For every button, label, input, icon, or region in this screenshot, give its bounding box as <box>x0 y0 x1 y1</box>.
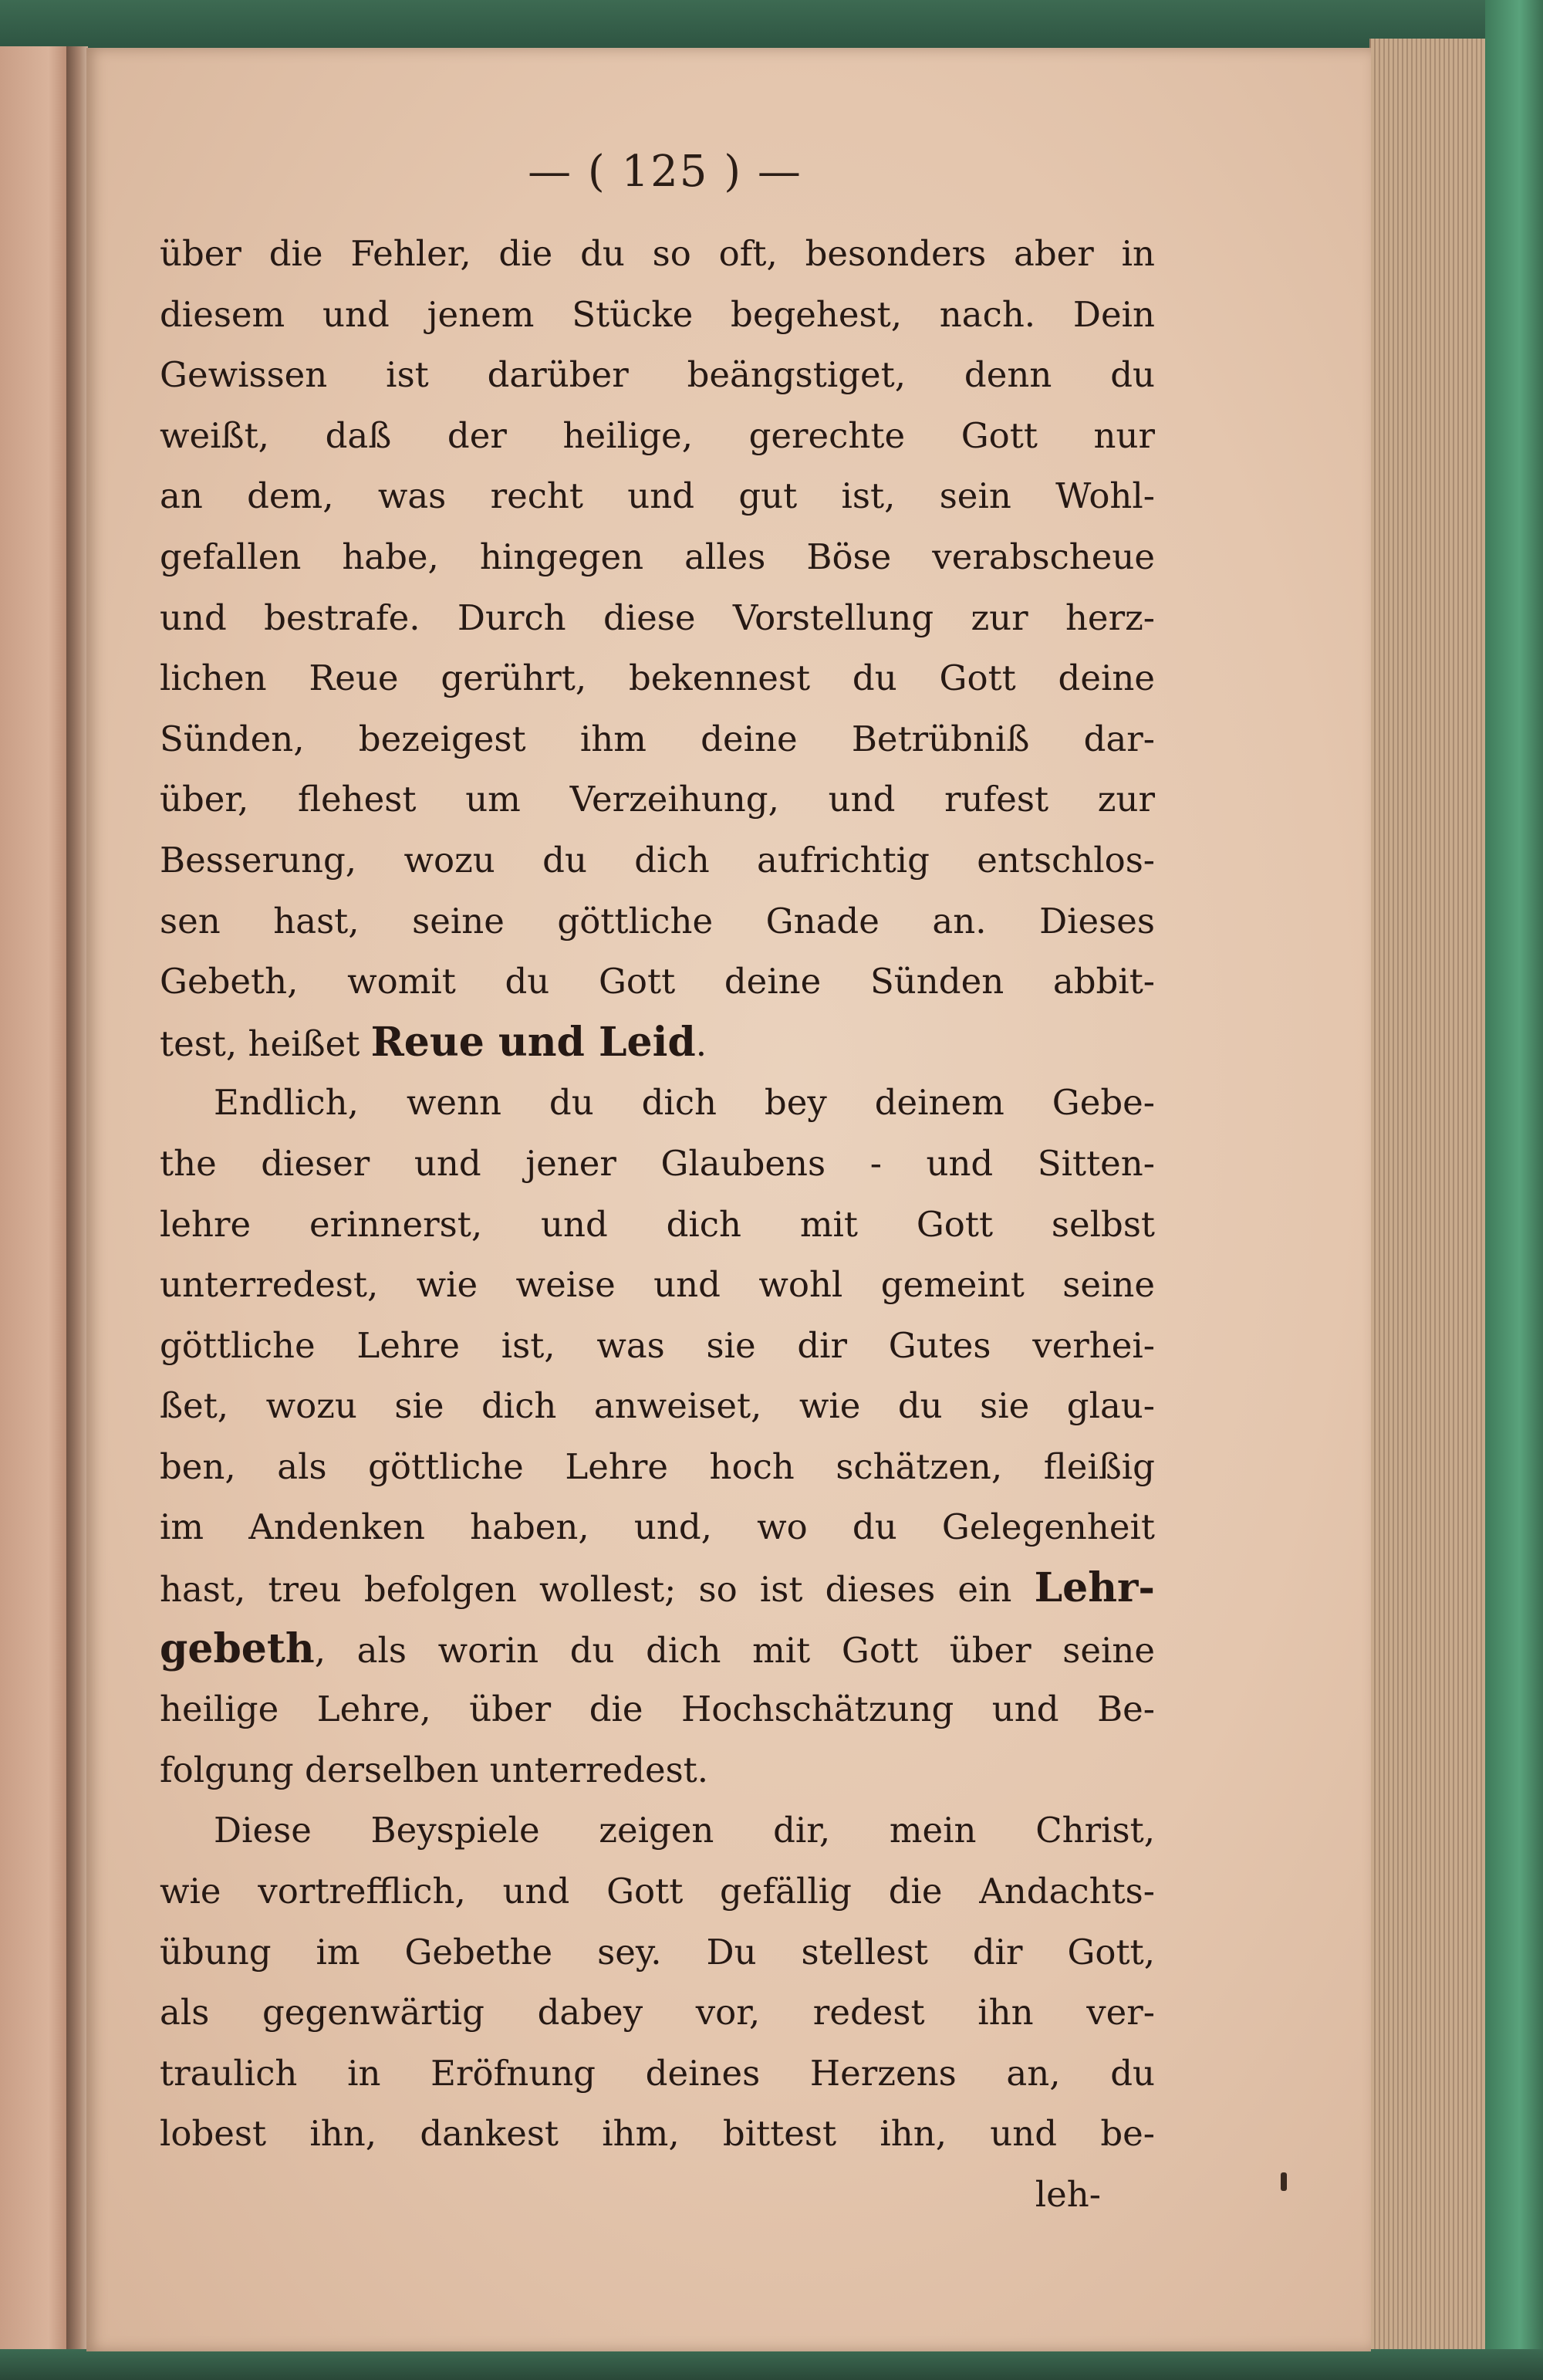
text-line: Sünden, bezeigest ihm deine Betrübniß dar- <box>160 718 1155 759</box>
text-line: folgung derselben unterredest. <box>160 1749 709 1790</box>
left-page-edge <box>0 46 72 2354</box>
text-line: lichen Reue gerührt, bekennest du Gott deine <box>160 658 1155 699</box>
text-segment: test, heißet <box>160 1023 371 1064</box>
text-line: übung im Gebethe sey. Du stellest dir Gott, <box>160 1931 1155 1973</box>
body-text <box>160 224 1155 2226</box>
emphasized-term: Reue und Leid <box>370 1018 696 1066</box>
text-line: gefallen habe, hingegen alles Böse verabscheue <box>160 536 1155 577</box>
text-line: traulich in Eröfnung deines Herzens an, du <box>160 2052 1155 2094</box>
text-line: sen hast, seine göttliche Gnade an. Dieses <box>160 900 1155 942</box>
text-line: lobest ihn, dankest ihm, bittest ihn, und be- <box>160 2113 1155 2155</box>
text-line: und bestrafe. Durch diese Vorstellung zur herz- <box>160 597 1155 638</box>
text-line <box>160 1558 1155 1619</box>
page-number: — ( 125 ) — <box>528 147 802 197</box>
text-line: Besserung, wozu du dich aufrichtig entschlos- <box>160 839 1155 881</box>
text-line <box>160 1619 1155 1680</box>
text-line: the dieser und jener Glaubens - und Sitten- <box>160 1142 1155 1184</box>
text-segment: , als worin du dich mit Gott über seine <box>314 1629 1155 1671</box>
text-line: heilige Lehre, über die Hochschätzung und Be- <box>160 1689 1155 1730</box>
book-gutter <box>66 46 88 2354</box>
text-line: ßet, wozu sie dich anweiset, wie du sie glau- <box>160 1385 1155 1427</box>
text-line: göttliche Lehre ist, was sie dir Gutes verhei- <box>160 1324 1155 1366</box>
text-line: wie vortrefflich, und Gott gefällig die Andachts- <box>160 1871 1155 1912</box>
text-line: als gegenwärtig dabey vor, redest ihn ver- <box>160 1992 1155 2033</box>
text-line: unterredest, wie weise und wohl gemeint seine <box>160 1264 1155 1306</box>
text-line: an dem, was recht und gut ist, sein Wohl- <box>160 475 1155 517</box>
emphasized-term: Lehr- <box>1034 1564 1155 1612</box>
text-line: Endlich, wenn du dich bey deinem Gebe- <box>214 1082 1155 1124</box>
ink-speck <box>1281 2172 1287 2191</box>
text-line: ben, als göttliche Lehre hoch schätzen, fleißig <box>160 1445 1155 1487</box>
catchword: leh- <box>1035 2174 1101 2215</box>
text-line: über, flehest um Verzeihung, und rufest zur <box>160 779 1155 820</box>
book-cover-top-edge <box>0 0 1543 54</box>
book-cover-bottom-edge <box>0 2349 1543 2380</box>
book-page <box>86 48 1371 2351</box>
text-line: Gewissen ist darüber beängstiget, denn du <box>160 354 1155 396</box>
text-line: lehre erinnerst, und dich mit Gott selbst <box>160 1203 1155 1245</box>
text-segment: hast, treu befolgen wollest; so ist dieses ein <box>160 1569 1035 1611</box>
emphasized-term: gebeth <box>160 1624 315 1672</box>
text-line: weißt, daß der heilige, gerechte Gott nur <box>160 414 1155 456</box>
text-line: über die Fehler, die du so oft, besonders aber in <box>160 233 1155 274</box>
text-line <box>160 1013 1155 1073</box>
text-line: diesem und jenem Stücke begehest, nach. Dein <box>160 293 1155 335</box>
text-segment: . <box>695 1023 707 1064</box>
book-cover-right-edge <box>1485 0 1543 2380</box>
text-line: Gebeth, womit du Gott deine Sünden abbit- <box>160 961 1155 1002</box>
text-line: im Andenken haben, und, wo du Gelegenheit <box>160 1506 1155 1548</box>
page-edges-stack <box>1369 39 1489 2350</box>
text-line: Diese Beyspiele zeigen dir, mein Christ, <box>214 1810 1155 1851</box>
